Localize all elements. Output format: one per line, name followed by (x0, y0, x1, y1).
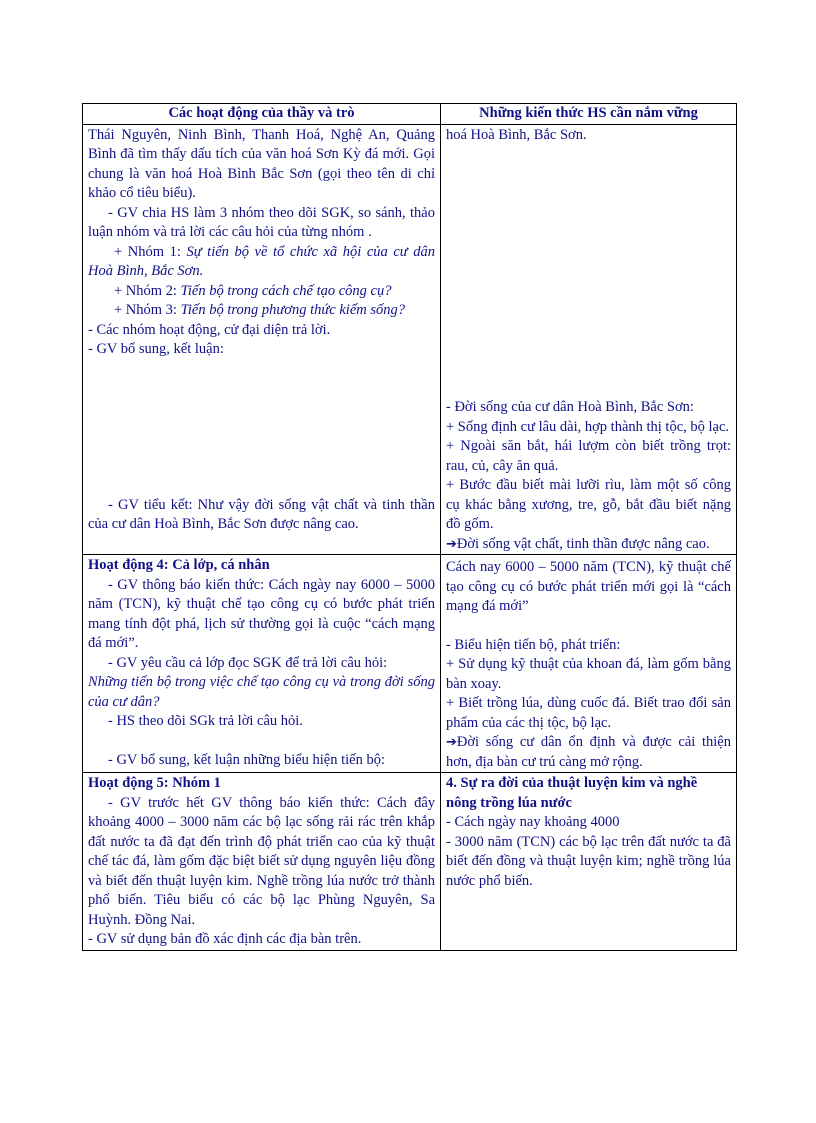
paragraph: - GV tiểu kết: Như vậy đời sống vật chất và tinh thần của cư dân Hoà Bình, Bắc Sơn được nâng cao. (88, 496, 435, 532)
paragraph: hoá Hoà Bình, Bắc Sơn. (446, 126, 587, 143)
activities-cell (83, 555, 441, 773)
right-arrow-icon: ➔ (446, 735, 457, 750)
group-1-task (88, 243, 435, 282)
conclusion-text: Đời sống vật chất, tinh thần được nâng cao. (456, 535, 710, 552)
table-row (83, 773, 737, 951)
lesson-table (82, 103, 737, 951)
knowledge-cell (441, 773, 737, 951)
paragraph: + Bước đầu biết mài lưỡi rìu, làm một số công cụ khác bằng xương, tre, gỗ, bắt đầu biết nặng đồ gốm. (446, 477, 731, 532)
paragraph: - GV thông báo kiến thức: Cách ngày nay 6000 – 5000 năm (TCN), kỹ thuật chế tạo công cụ có bước phát triển mang tính đột phá, lịch sử thường gọi là cuộc “cách mạng đá mới”. (88, 576, 435, 651)
page-content (82, 103, 736, 951)
group-question: Sự tiến bộ về tổ chức xã hội của cư dân Hoà Bình, Bắc Sơn. (88, 243, 435, 279)
paragraph: - GV yêu cầu cả lớp đọc SGK để trả lời câu hỏi: (108, 654, 388, 671)
table-row (83, 124, 737, 555)
paragraph: - Cách ngày nay khoảng 4000 (446, 814, 620, 830)
paragraph: Thái Nguyên, Ninh Bình, Thanh Hoá, Nghệ An, Quảng Bình đã tìm thấy dấu tích của văn hoá Sơn Kỳ đá mới. Gọi chung là văn hoá Hoà Bình Bắc Sơn (gọi theo tên di chỉ khảo cổ tiêu biểu). (88, 126, 435, 201)
table-header-row (83, 104, 737, 125)
paragraph: - GV trước hết GV thông báo kiến thức: Cách đây khoảng 4000 – 3000 năm các bộ lạc sống rải rác trên khắp đất nước ta đã đạt đến trình độ phát triển cao của kỹ thuật chế tác đá, làm gốm đặc biệt biết sử dụng nguyên liệu đồng và biết đến thuật luyện kim. Nghề trồng lúa nước trở thành phổ biến. Tiêu biểu có các bộ lạc Phùng Nguyên, Sa Huỳnh. Đồng Nai. (88, 794, 435, 928)
paragraph: + Sử dụng kỹ thuật của khoan đá, làm gốm bằng bàn xoay. (446, 656, 731, 692)
group-2-task (88, 282, 435, 302)
activities-cell (83, 124, 441, 555)
activity-title: Hoạt động 5: Nhóm 1 (88, 775, 221, 791)
knowledge-cell (441, 555, 737, 773)
paragraph: + Sống định cư lâu dài, hợp thành thị tộc, bộ lạc. (446, 418, 730, 435)
paragraph: - Đời sống của cư dân Hoà Bình, Bắc Sơn: (446, 399, 694, 415)
group-question: Tiến bộ trong phương thức kiếm sống? (180, 302, 405, 318)
group-label: + Nhóm 2: (114, 282, 181, 299)
knowledge-cell (441, 124, 737, 555)
section-title: 4. Sự ra đời của thuật luyện kim và nghề nông trồng lúa nước (446, 775, 698, 811)
conclusion-text: Đời sống cư dân ổn định và được cải thiện hơn, địa bàn cư trú càng mở rộng. (446, 734, 731, 770)
group-3-task (88, 301, 435, 321)
paragraph: - Các nhóm hoạt động, cử đại diện trả lời. (88, 321, 331, 338)
paragraph: - 3000 năm (TCN) các bộ lạc trên đất nước ta đã biết đến đồng và thuật luyện kim; nghề trồng lúa nước phổ biến. (446, 833, 731, 889)
paragraph: - GV sử dụng bản đồ xác định các địa bàn trên. (88, 931, 362, 947)
table-row (83, 555, 737, 773)
paragraph: Cách nay 6000 – 5000 năm (TCN), kỹ thuật chế tạo công cụ có bước phát triển mới gọi là “cách mạng đá mới” (446, 559, 731, 614)
group-label: + Nhóm 1: (114, 243, 187, 260)
activity-title: Hoạt động 4: Cả lớp, cá nhân (88, 557, 270, 573)
paragraph: - HS theo dõi SGk trả lời câu hỏi. (108, 713, 303, 729)
paragraph: + Ngoài săn bắt, hái lượm còn biết trồng trọt: rau, củ, cây ăn quả. (446, 438, 731, 474)
paragraph: - GV chia HS làm 3 nhóm theo dõi SGK, so sánh, thảo luận nhóm và trả lời các câu hỏi của từng nhóm . (88, 204, 435, 240)
header-knowledge: Những kiến thức HS cần nắm vững (441, 104, 737, 125)
conclusion (446, 535, 731, 555)
paragraph: + Biết trồng lúa, dùng cuốc đá. Biết trao đổi sản phẩm của các thị tộc, bộ lạc. (446, 695, 731, 731)
activities-cell (83, 773, 441, 951)
header-activities: Các hoạt động của thầy và trò (83, 104, 441, 125)
group-label: + Nhóm 3: (114, 302, 181, 318)
conclusion (446, 733, 731, 772)
paragraph: - GV bổ sung, kết luận: (88, 341, 224, 357)
paragraph: - GV bổ sung, kết luận những biểu hiện tiến bộ: (108, 751, 386, 768)
paragraph: - Biểu hiện tiến bộ, phát triển: (446, 636, 621, 653)
question: Những tiến bộ trong việc chế tạo công cụ và trong đời sống của cư dân? (88, 674, 435, 710)
group-question: Tiến bộ trong cách chế tạo công cụ? (180, 282, 392, 299)
right-arrow-icon: ➔ (446, 536, 457, 552)
